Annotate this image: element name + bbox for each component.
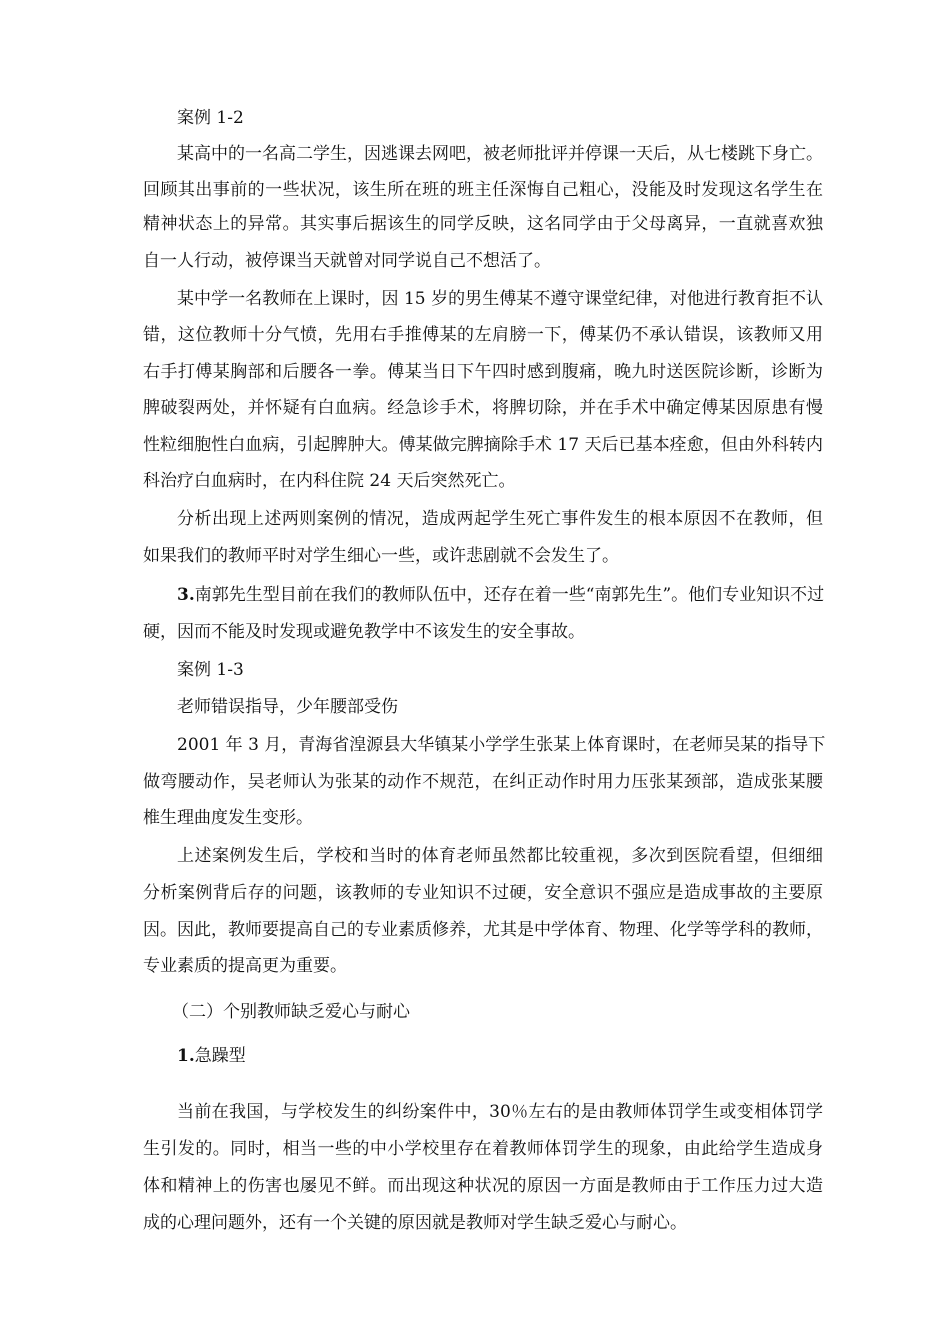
case-1-3-para2-line1: 上述案例发生后，学校和当时的体育老师虽然都比较重视，多次到医院看望，但细细 <box>177 846 823 866</box>
section-2-para1-line2: 生引发的。同时，相当一些的中小学校里存在着教师体罚学生的现象，由此给学生造成身 <box>143 1139 823 1159</box>
case-1-2-para3-line2: 如果我们的教师平时对学生细心一些，或许悲剧就不会发生了。 <box>143 546 619 566</box>
case-1-3-heading: 案例 1-3 <box>177 660 244 680</box>
section-2-heading: （二）个别教师缺乏爱心与耐心 <box>172 1002 410 1022</box>
case-1-2-para3-line1: 分析出现上述两则案例的情况，造成两起学生死亡事件发生的根本原因不在教师，但 <box>177 509 823 529</box>
case-1-2-para2-line3: 右手打傅某胸部和后腰各一拳。傅某当日下午四时感到腹痛，晚九时送医院诊断，诊断为 <box>143 362 823 382</box>
case-1-3-title: 老师错误指导，少年腰部受伤 <box>177 697 398 717</box>
section-2-para1-line4: 成的心理问题外，还有一个关键的原因就是教师对学生缺乏爱心与耐心。 <box>143 1213 687 1233</box>
case-1-3-para1-line3: 椎生理曲度发生变形。 <box>143 808 313 828</box>
case-1-2-para2-line4: 脾破裂两处，并怀疑有白血病。经急诊手术，将脾切除，并在手术中确定傅某因原患有慢 <box>143 398 823 418</box>
case-1-3-para2-line3: 因。因此，教师要提高自己的专业素质修养，尤其是中学体育、物理、化学等学科的教师， <box>143 920 823 940</box>
case-1-3-para2-line4: 专业素质的提高更为重要。 <box>143 956 347 976</box>
section-2-para1-line3: 体和精神上的伤害也屡见不鲜。而出现这种状况的原因一方面是教师由于工作压力过大造 <box>143 1176 823 1196</box>
subsection-1-title: 急躁型 <box>194 1046 246 1066</box>
subsection-1-heading <box>177 1044 823 1068</box>
case-1-2-para2-line6: 科治疗白血病时，在内科住院 24 天后突然死亡。 <box>143 471 516 491</box>
subsection-1-number: 1. <box>177 1046 195 1066</box>
case-1-2-para2-line2: 错，这位教师十分气愤，先用右手推傅某的左肩膀一下，傅某仍不承认错误，该教师又用 <box>143 325 823 345</box>
case-1-3-para2-line2: 分析案例背后存的问题，该教师的专业知识不过硬，安全意识不强应是造成事故的主要原 <box>143 883 823 903</box>
case-1-2-para1-line2: 回顾其出事前的一些状况，该生所在班的班主任深悔自己粗心，没能及时发现这名学生在 <box>143 180 823 200</box>
case-1-3-para1-line2: 做弯腰动作，吴老师认为张某的动作不规范，在纠正动作时用力压张某颈部，造成张某腰 <box>143 772 823 792</box>
case-1-2-para2-line1: 某中学一名教师在上课时，因 15 岁的男生傅某不遵守课堂纪律，对他进行教育拒不认 <box>177 289 823 309</box>
section-3-line1 <box>177 583 823 607</box>
case-1-2-para1-line1: 某高中的一名高二学生，因逃课去网吧，被老师批评并停课一天后，从七楼跳下身亡。 <box>177 144 823 164</box>
section-3-line2: 硬，因而不能及时发现或避免教学中不该发生的安全事故。 <box>143 622 585 642</box>
case-1-2-heading: 案例 1-2 <box>177 108 244 128</box>
section-3-text: 南郭先生型目前在我们的教师队伍中，还存在着一些“南郭先生”。他们专业知识不过 <box>194 585 825 605</box>
section-2-para1-line1: 当前在我国，与学校发生的纠纷案件中，30％左右的是由教师体罚学生或变相体罚学 <box>177 1102 823 1122</box>
section-3-number: 3. <box>177 585 195 605</box>
case-1-3-para1-line1: 2001 年 3 月，青海省湟源县大华镇某小学学生张某上体育课时，在老师吴某的指导下 <box>177 735 826 755</box>
case-1-2-para1-line3: 精神状态上的异常。其实事后据该生的同学反映，这名同学由于父母离异，一直就喜欢独 <box>143 214 823 234</box>
case-1-2-para1-line4: 自一人行动，被停课当天就曾对同学说自己不想活了。 <box>143 251 551 271</box>
case-1-2-para2-line5: 性粒细胞性白血病，引起脾肿大。傅某做完脾摘除手术 17 天后已基本痊愈，但由外科转内 <box>143 435 823 455</box>
